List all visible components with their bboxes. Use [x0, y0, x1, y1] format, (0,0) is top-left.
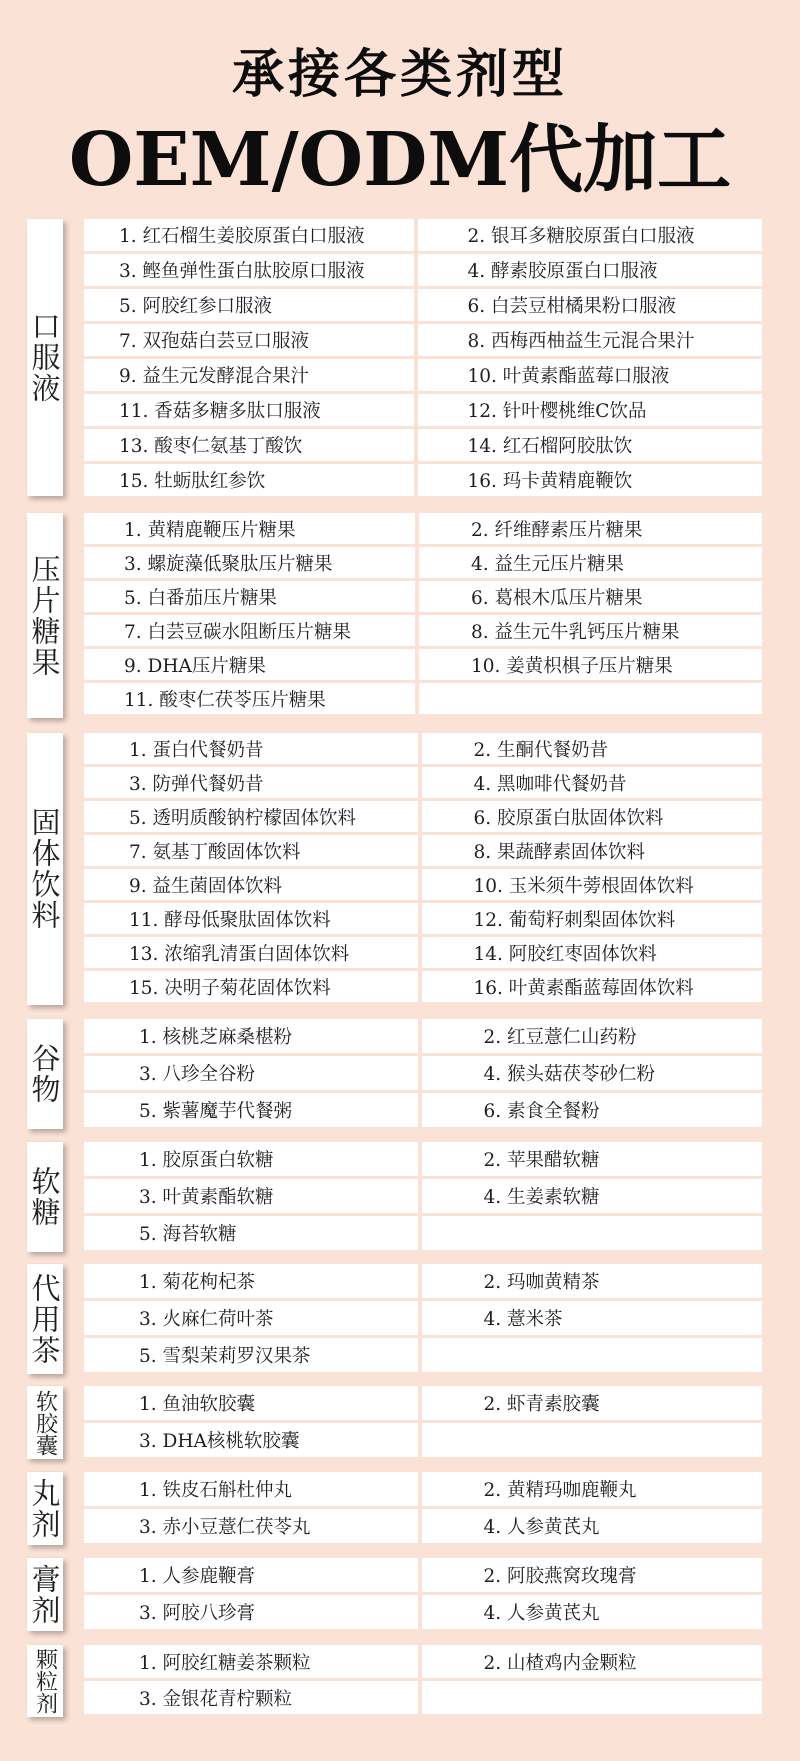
- product-row: [84, 1558, 762, 1592]
- product-item: 8. 果蔬酵素固体饮料: [422, 835, 763, 866]
- product-item: 12. 针叶樱桃维C饮品: [418, 394, 763, 426]
- section-8: [27, 1472, 762, 1545]
- product-row: [84, 767, 762, 798]
- section-9: [27, 1558, 762, 1631]
- empty-cell: [422, 1216, 763, 1250]
- product-item: 3. 阿胶八珍膏: [84, 1595, 418, 1629]
- product-item: 6. 胶原蛋白肽固体饮料: [422, 801, 763, 832]
- product-item: 10. 姜黄枳椇子压片糖果: [419, 649, 762, 680]
- product-item: 13. 酸枣仁氨基丁酸饮: [84, 429, 414, 461]
- product-item: 1. 铁皮石斛杜仲丸: [84, 1472, 418, 1506]
- product-row: [84, 513, 762, 544]
- empty-cell: [419, 683, 762, 714]
- product-item: 14. 阿胶红枣固体饮料: [422, 937, 763, 968]
- product-item: 9. 益生菌固体饮料: [84, 869, 418, 900]
- title-line-1: 承接各类剂型: [231, 44, 568, 105]
- product-grid: [84, 1558, 762, 1631]
- category-label: 固体饮料: [27, 733, 63, 1005]
- product-item: 7. 氨基丁酸固体饮料: [84, 835, 418, 866]
- product-item: 8. 益生元牛乳钙压片糖果: [419, 615, 762, 646]
- product-item: 12. 葡萄籽刺梨固体饮料: [422, 903, 763, 934]
- product-row: [84, 219, 762, 251]
- product-row: [84, 1142, 762, 1176]
- product-row: [84, 1509, 762, 1543]
- product-item: 1. 人参鹿鞭膏: [84, 1558, 418, 1592]
- product-grid: [84, 1264, 762, 1374]
- product-item: 1. 黄精鹿鞭压片糖果: [84, 513, 415, 544]
- product-item: 6. 白芸豆柑橘果粉口服液: [418, 289, 763, 321]
- product-item: 15. 牡蛎肽红参饮: [84, 464, 414, 496]
- section-4: [27, 1019, 762, 1129]
- product-item: 9. DHA压片糖果: [84, 649, 415, 680]
- section-1: [27, 219, 762, 496]
- category-label: 口服液: [27, 219, 63, 496]
- product-item: 5. 雪梨茉莉罗汉果茶: [84, 1338, 418, 1372]
- empty-cell: [422, 1681, 763, 1714]
- category-label: 膏剂: [27, 1558, 63, 1631]
- product-grid: [84, 1645, 762, 1717]
- product-row: [84, 649, 762, 680]
- section-2: [27, 513, 762, 718]
- category-label: 软糖: [27, 1142, 63, 1252]
- product-item: 2. 银耳多糖胶原蛋白口服液: [418, 219, 763, 251]
- product-item: 4. 益生元压片糖果: [419, 547, 762, 578]
- product-item: 4. 黑咖啡代餐奶昔: [422, 767, 763, 798]
- product-item: 2. 虾青素胶囊: [422, 1386, 763, 1420]
- product-item: 7. 白芸豆碳水阻断压片糖果: [84, 615, 415, 646]
- product-item: 6. 素食全餐粉: [422, 1093, 763, 1127]
- product-row: [84, 1093, 762, 1127]
- product-row: [84, 359, 762, 391]
- product-item: 5. 阿胶红参口服液: [84, 289, 414, 321]
- product-grid: [84, 1386, 762, 1459]
- product-item: 2. 纤维酵素压片糖果: [419, 513, 762, 544]
- product-grid: [84, 219, 762, 496]
- category-label: 丸剂: [27, 1472, 63, 1545]
- product-item: 2. 玛咖黄精茶: [422, 1264, 763, 1298]
- product-item: 4. 猴头菇茯苓砂仁粉: [422, 1056, 763, 1090]
- product-item: 14. 红石榴阿胶肽饮: [418, 429, 763, 461]
- product-grid: [84, 1472, 762, 1545]
- product-row: [84, 1019, 762, 1053]
- product-item: 8. 西梅西柚益生元混合果汁: [418, 324, 763, 356]
- product-item: 15. 决明子菊花固体饮料: [84, 971, 418, 1002]
- product-item: 5. 白番茄压片糖果: [84, 581, 415, 612]
- product-item: 3. 金银花青柠颗粒: [84, 1681, 418, 1714]
- product-row: [84, 903, 762, 934]
- product-grid: [84, 1142, 762, 1252]
- product-item: 9. 益生元发酵混合果汁: [84, 359, 414, 391]
- product-row: [84, 615, 762, 646]
- product-row: [84, 1423, 762, 1457]
- product-item: 1. 阿胶红糖姜茶颗粒: [84, 1645, 418, 1678]
- product-grid: [84, 733, 762, 1005]
- section-10: [27, 1645, 762, 1717]
- product-item: 3. 叶黄素酯软糖: [84, 1179, 418, 1213]
- product-item: 3. 赤小豆薏仁茯苓丸: [84, 1509, 418, 1543]
- product-row: [84, 394, 762, 426]
- product-item: 4. 酵素胶原蛋白口服液: [418, 254, 763, 286]
- product-row: [84, 1338, 762, 1372]
- product-row: [84, 547, 762, 578]
- product-item: 2. 苹果醋软糖: [422, 1142, 763, 1176]
- product-row: [84, 429, 762, 461]
- product-row: [84, 254, 762, 286]
- product-item: 3. 螺旋藻低聚肽压片糖果: [84, 547, 415, 578]
- product-row: [84, 971, 762, 1002]
- product-item: 3. 八珍全谷粉: [84, 1056, 418, 1090]
- product-row: [84, 1179, 762, 1213]
- product-item: 10. 叶黄素酯蓝莓口服液: [418, 359, 763, 391]
- category-label: 压片糖果: [27, 513, 63, 718]
- product-row: [84, 464, 762, 496]
- product-row: [84, 1681, 762, 1714]
- product-row: [84, 1056, 762, 1090]
- empty-cell: [422, 1338, 763, 1372]
- product-row: [84, 581, 762, 612]
- product-row: [84, 324, 762, 356]
- product-item: 1. 菊花枸杞茶: [84, 1264, 418, 1298]
- product-item: 3. 火麻仁荷叶茶: [84, 1301, 418, 1335]
- empty-cell: [422, 1423, 763, 1457]
- product-item: 2. 红豆薏仁山药粉: [422, 1019, 763, 1053]
- product-row: [84, 869, 762, 900]
- product-item: 16. 玛卡黄精鹿鞭饮: [418, 464, 763, 496]
- category-label: 颗粒剂: [27, 1645, 63, 1717]
- product-item: 1. 蛋白代餐奶昔: [84, 733, 418, 764]
- product-item: 4. 薏米茶: [422, 1301, 763, 1335]
- product-item: 4. 生姜素软糖: [422, 1179, 763, 1213]
- product-item: 4. 人参黄芪丸: [422, 1595, 763, 1629]
- product-row: [84, 1264, 762, 1298]
- product-item: 16. 叶黄素酯蓝莓固体饮料: [422, 971, 763, 1002]
- product-row: [84, 683, 762, 714]
- product-item: 1. 胶原蛋白软糖: [84, 1142, 418, 1176]
- product-row: [84, 1301, 762, 1335]
- product-item: 2. 黄精玛咖鹿鞭丸: [422, 1472, 763, 1506]
- category-label: 谷物: [27, 1019, 63, 1129]
- product-item: 5. 海苔软糖: [84, 1216, 418, 1250]
- product-item: 11. 香菇多糖多肽口服液: [84, 394, 414, 426]
- product-item: 7. 双孢菇白芸豆口服液: [84, 324, 414, 356]
- product-item: 3. DHA核桃软胶囊: [84, 1423, 418, 1457]
- section-7: [27, 1386, 762, 1459]
- product-item: 13. 浓缩乳清蛋白固体饮料: [84, 937, 418, 968]
- product-item: 2. 生酮代餐奶昔: [422, 733, 763, 764]
- product-item: 11. 酵母低聚肽固体饮料: [84, 903, 418, 934]
- product-item: 5. 紫薯魔芋代餐粥: [84, 1093, 418, 1127]
- product-grid: [84, 513, 762, 718]
- product-row: [84, 1386, 762, 1420]
- product-row: [84, 1472, 762, 1506]
- product-item: 1. 核桃芝麻桑椹粉: [84, 1019, 418, 1053]
- product-row: [84, 937, 762, 968]
- product-item: 2. 阿胶燕窝玫瑰膏: [422, 1558, 763, 1592]
- product-item: 10. 玉米须牛蒡根固体饮料: [422, 869, 763, 900]
- product-row: [84, 1595, 762, 1629]
- section-5: [27, 1142, 762, 1252]
- product-item: 6. 葛根木瓜压片糖果: [419, 581, 762, 612]
- product-item: 1. 红石榴生姜胶原蛋白口服液: [84, 219, 414, 251]
- product-item: 3. 鲣鱼弹性蛋白肽胶原口服液: [84, 254, 414, 286]
- product-item: 3. 防弹代餐奶昔: [84, 767, 418, 798]
- product-grid: [84, 1019, 762, 1129]
- product-row: [84, 801, 762, 832]
- product-item: 5. 透明质酸钠柠檬固体饮料: [84, 801, 418, 832]
- category-label: 软胶囊: [27, 1386, 63, 1459]
- product-item: 11. 酸枣仁茯苓压片糖果: [84, 683, 415, 714]
- product-row: [84, 289, 762, 321]
- product-item: 1. 鱼油软胶囊: [84, 1386, 418, 1420]
- product-row: [84, 1645, 762, 1678]
- title-line-2: OEM/ODM代加工: [68, 117, 732, 203]
- section-3: [27, 733, 762, 1005]
- section-6: [27, 1264, 762, 1374]
- product-row: [84, 1216, 762, 1250]
- product-row: [84, 733, 762, 764]
- product-row: [84, 835, 762, 866]
- category-label: 代用茶: [27, 1264, 63, 1374]
- product-item: 2. 山楂鸡内金颗粒: [422, 1645, 763, 1678]
- product-item: 4. 人参黄芪丸: [422, 1509, 763, 1543]
